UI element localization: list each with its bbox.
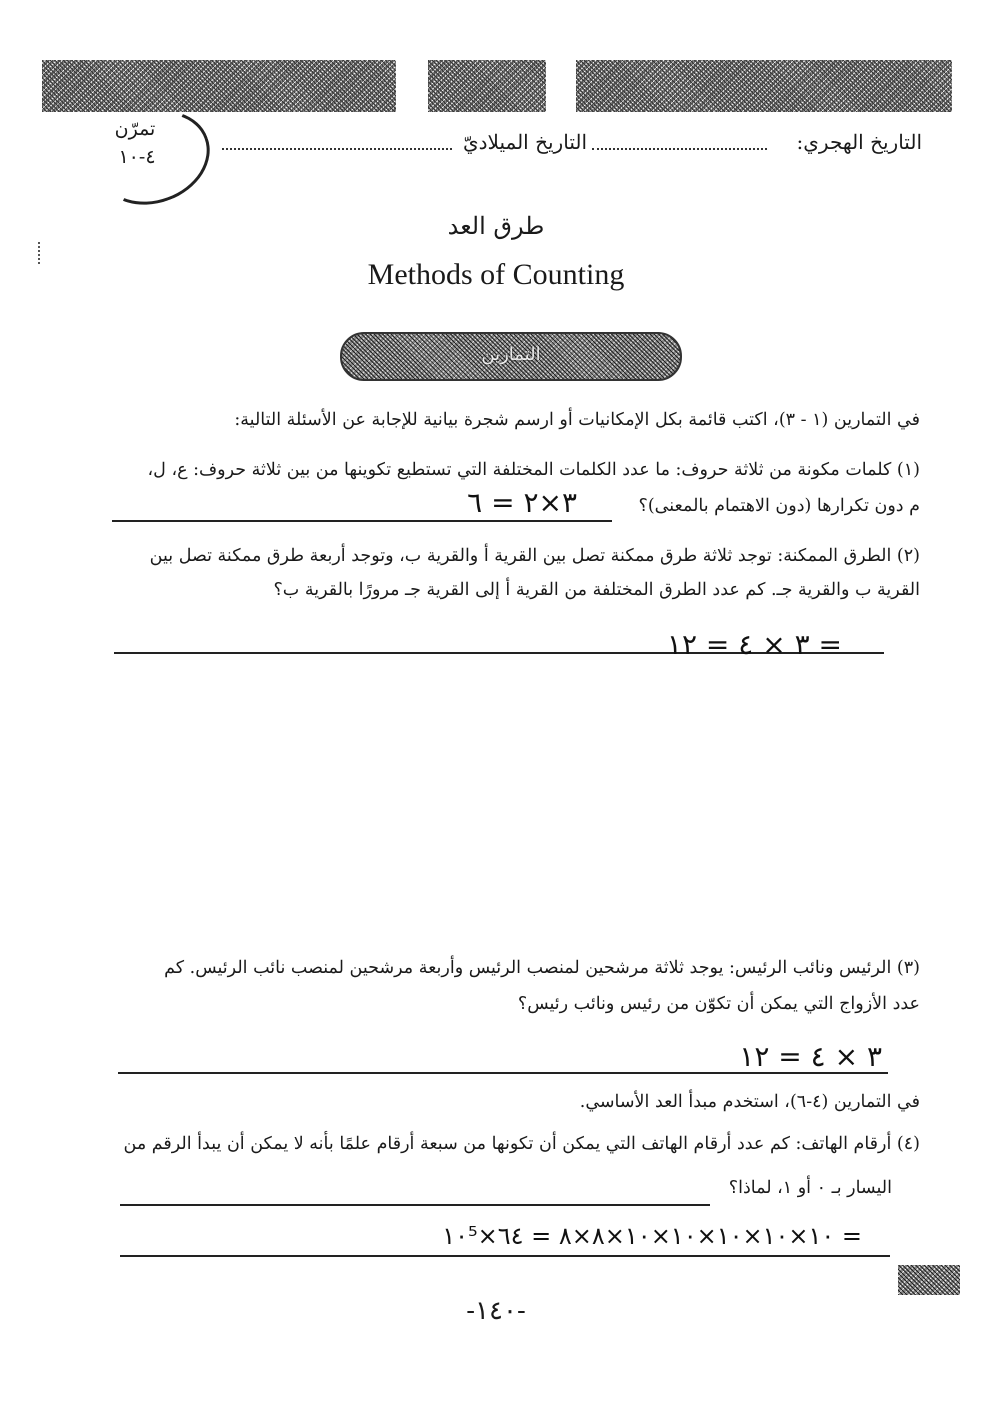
question-1-line-2: م دون تكرارها (دون الاهتمام بالمعنى)؟ (638, 496, 920, 516)
question-3-handwritten-answer: ٣ × ٤ = ١٢ (739, 1040, 882, 1073)
question-4-answer-line[interactable] (120, 1255, 890, 1257)
page-title-arabic: طرق العد (447, 212, 545, 240)
exercises-banner-text: التمارين (481, 344, 541, 365)
page-title-english: Methods of Counting (367, 258, 625, 291)
question-4-handwritten-answer: = ١٠×١٠×١٠×١٠×١٠×٨×٨ = ٦٤×١٠⁵ (442, 1222, 862, 1250)
decorative-header-band-middle (428, 60, 546, 112)
question-2-handwritten-answer: = ٣ × ٤ = ١٢ (666, 628, 842, 661)
question-4-reason-line[interactable] (120, 1204, 710, 1206)
question-1-handwritten-answer: ٣×٢ = ٦ (467, 486, 577, 519)
page-number: -١٤٠- (466, 1296, 526, 1326)
decorative-corner-pattern (898, 1265, 960, 1295)
question-2-line-1: (٢) الطرق الممكنة: توجد ثلاثة طرق ممكنة تصل بين القرية أ والقرية ب، وتوجد أربعة طرق ممكنة تصل بين (149, 546, 920, 566)
question-3-line-1: (٣) الرئيس ونائب الرئيس: يوجد ثلاثة مرشحين لمنصب الرئيس وأربعة مرشحين لمنصب نائب الرئيس. كم (164, 958, 920, 978)
gregorian-date-label: التاريخ الميلاديّ (462, 130, 587, 154)
exercise-badge-label: تمرّن (114, 118, 156, 140)
question-1-answer-line[interactable] (112, 520, 612, 522)
instructions-q1-3: في التمارين (١ - ٣)، اكتب قائمة بكل الإمكانيات أو ارسم شجرة بيانية للإجابة عن الأسئلة التالية: (234, 410, 920, 430)
hijri-date-label: التاريخ الهجري: (796, 130, 922, 154)
date-row (222, 130, 922, 160)
exercises-banner (340, 332, 682, 381)
gregorian-date-field[interactable] (222, 148, 452, 150)
decorative-header-band-left (42, 60, 396, 112)
exercise-badge-number: ٤-١٠ (118, 146, 156, 168)
question-3-line-2: عدد الأزواج التي يمكن أن تكوّن من رئيس ونائب رئيس؟ (517, 994, 920, 1014)
decorative-header-band-right (576, 60, 952, 112)
question-2-line-2: القرية ب والقرية جـ. كم عدد الطرق المختلفة من القرية أ إلى القرية جـ مرورًا بالقرية ب؟ (273, 580, 920, 600)
instructions-q4-6: في التمارين (٤-٦)، استخدم مبدأ العد الأساسي. (579, 1092, 920, 1112)
question-1-line-1: (١) كلمات مكونة من ثلاثة حروف: ما عدد الكلمات المختلفة التي تستطيع تكوينها من بين ثلاثة حروف: ع، ل، (147, 460, 920, 480)
question-4-line-2: اليسار بـ ٠ أو ١، لماذا؟ (728, 1178, 892, 1198)
hijri-date-field[interactable] (592, 148, 767, 150)
question-4-line-1: (٤) أرقام الهاتف: كم عدد أرقام الهاتف التي يمكن أن تكونها من سبعة أرقام علمًا بأنه لا يمكن أن يبدأ الرقم من (123, 1134, 920, 1154)
